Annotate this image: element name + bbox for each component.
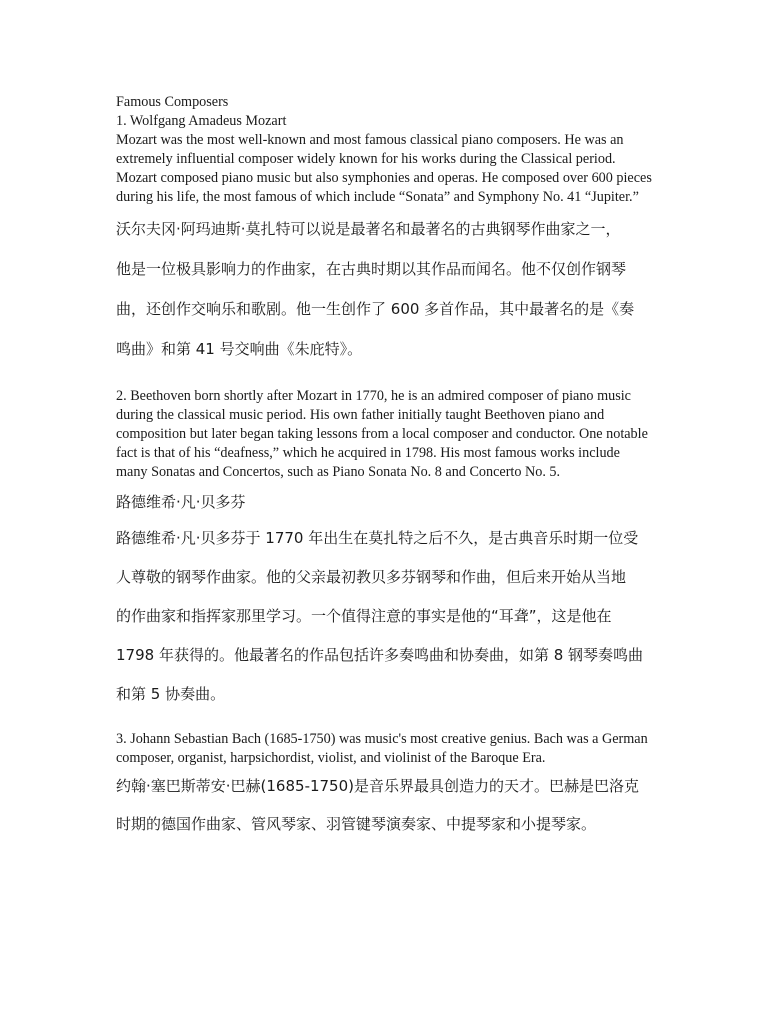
beethoven-chinese-line: 的作曲家和指挥家那里学习。一个值得注意的事实是他的“耳聋”，这是他在 [116,607,612,625]
mozart-chinese-line: 他是一位极具影响力的作曲家，在古典时期以其作品而闻名。他不仅创作钢琴 [116,260,627,278]
beethoven-chinese-line: 和第 5 协奏曲。 [116,685,226,703]
bach-chinese-line: 时期的德国作曲家、管风琴家、羽管键琴演奏家、中提琴家和小提琴家。 [116,815,597,833]
bach-english-paragraph: 3. Johann Sebastian Bach (1685-1750) was music's most creative genius. Bach was a German composer, organist, harpsichordist, violist, and violinist of the Baroque Era. [116,731,648,766]
beethoven-chinese-title: 路德维希·凡·贝多芬 [116,493,246,511]
document-page [116,93,654,836]
mozart-heading: 1. Wolfgang Amadeus Mozart [116,113,287,129]
beethoven-chinese-line: 路德维希·凡·贝多芬于 1770 年出生在莫扎特之后不久，是古典音乐时期一位受 [116,529,639,547]
mozart-chinese-line: 曲，还创作交响乐和歌剧。他一生创作了 600 多首作品，其中最著名的是《奏 [116,300,635,318]
beethoven-english-paragraph: 2. Beethoven born shortly after Mozart in 1770, he is an admired composer of piano music during the classical music period. His own father initially taught Beethoven piano and composition but later began taking lessons from a local composer and conductor. One notable fact is that of his “deafness,” which he acquired in 1798. His most famous works include many Sonatas and Concertos, such as Piano Sonata No. 8 and Concerto No. 5. [116,388,648,480]
mozart-chinese-line: 沃尔夫冈·阿玛迪斯·莫扎特可以说是最著名和最著名的古典钢琴作曲家之一， [116,220,621,238]
mozart-english-paragraph: Mozart was the most well-known and most famous classical piano composers. He was an extremely influential composer widely known for his works during the Classical period. Mozart composed piano music but also symphonies and operas. He composed over 600 pieces during his life, the most famous of which include “Sonata” and Symphony No. 41 “Jupiter.” [116,132,652,205]
document-title: Famous Composers [116,94,229,110]
bach-chinese-line: 约翰·塞巴斯蒂安·巴赫(1685-1750)是音乐界最具创造力的天才。巴赫是巴洛克 [116,777,640,795]
mozart-chinese-line: 鸣曲》和第 41 号交响曲《朱庇特》。 [116,340,363,358]
beethoven-chinese-line: 1798 年获得的。他最著名的作品包括许多奏鸣曲和协奏曲，如第 8 钢琴奏鸣曲 [116,646,644,664]
beethoven-chinese-line: 人尊敬的钢琴作曲家。他的父亲最初教贝多芬钢琴和作曲，但后来开始从当地 [116,568,627,586]
